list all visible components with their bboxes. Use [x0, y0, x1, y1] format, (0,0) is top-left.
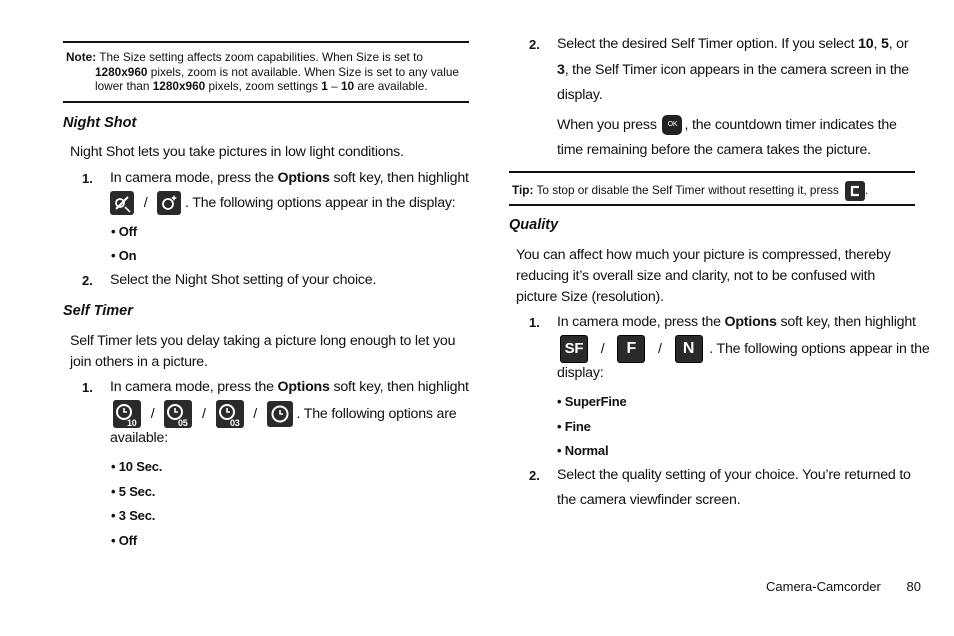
self-timer-step1-end: available:: [110, 430, 168, 446]
self-timer-intro-2: join others in a picture.: [70, 354, 208, 370]
night-shot-step2-number: 2.: [82, 273, 93, 288]
timer-value-10: 10: [858, 36, 874, 52]
tip-bottom-rule: [509, 204, 915, 206]
slash: /: [600, 340, 605, 357]
quality-heading: Quality: [509, 217, 559, 233]
step-text: . The following options appear in the: [709, 340, 930, 357]
footer-section-title: Camera-Camcorder: [766, 579, 881, 594]
step-text: soft key, then highlight: [329, 379, 469, 395]
night-shot-step1: [110, 166, 469, 191]
tip-text: To stop or disable the Self Timer without resetting it, press: [533, 183, 839, 198]
note-zoom-min: 1: [321, 79, 328, 93]
option-label: 10 Sec.: [118, 459, 163, 474]
night-shot-icons-line: [110, 191, 456, 216]
timer-05-icon-label: 05: [178, 418, 188, 428]
quality-step2-line-1: Select the quality setting of your choice. You’re returned to: [557, 467, 911, 483]
note-line-3g: are available.: [354, 79, 428, 93]
normal-icon: N: [675, 335, 703, 363]
footer: [766, 578, 921, 596]
self-timer-step1: [110, 375, 469, 400]
timer-03-icon: [216, 400, 244, 428]
timer-off-icon: [267, 401, 293, 427]
quality-step2-line-2: the camera viewfinder screen.: [557, 492, 741, 508]
option-label: On: [118, 248, 137, 263]
note-line-1: The Size setting affects zoom capabilities. When Size is set to: [99, 50, 423, 64]
tip-top-rule: [509, 171, 915, 173]
quality-intro-1: You can affect how much your picture is compressed, thereby: [516, 247, 891, 263]
note-dash: –: [327, 79, 341, 93]
slash: /: [150, 405, 155, 422]
quality-step2-number: 2.: [529, 468, 540, 483]
self-timer-option-10: • 10 Sec.: [111, 459, 163, 474]
note-box: [66, 50, 466, 94]
night-shot-option-off: • Off: [111, 224, 137, 239]
step-text: soft key, then highlight: [776, 314, 916, 330]
step-text: , or: [888, 36, 909, 52]
quality-option-superfine: • SuperFine: [557, 394, 627, 409]
timer-step2-line-3: display.: [557, 87, 603, 103]
step-text: In camera mode, press the: [110, 170, 278, 186]
options-softkey-label: Options: [277, 379, 330, 395]
option-label: Normal: [564, 443, 609, 458]
self-timer-step1-number: 1.: [82, 380, 93, 395]
night-shot-step2: Select the Night Shot setting of your choice.: [110, 272, 377, 288]
self-timer-heading: Self Timer: [63, 303, 133, 319]
timer-step2-line-1: [557, 32, 908, 57]
self-timer-option-5: • 5 Sec.: [111, 484, 156, 499]
quality-step1: [557, 310, 916, 335]
note-line-2: pixels, zoom is not available. When Size is set to any value: [147, 64, 459, 79]
timer-step2-number: 2.: [529, 37, 540, 52]
quality-intro-2: reducing it’s overall size and clarity, not to be confused with: [516, 268, 876, 284]
fine-icon: F: [617, 335, 645, 363]
note-line-3a: lower than: [95, 79, 153, 93]
note-bottom-rule: [63, 101, 469, 103]
timer-value-5: 5: [880, 36, 889, 52]
timer-value-3: 3: [557, 62, 565, 78]
quality-icons-line: [560, 335, 930, 363]
slash: /: [143, 195, 148, 211]
night-shot-intro: Night Shot lets you take pictures in low light conditions.: [70, 144, 404, 160]
self-timer-option-3: • 3 Sec.: [111, 508, 156, 523]
option-label: Fine: [564, 419, 591, 434]
tip-box: [512, 181, 912, 201]
step-text: Select the desired Self Timer option. If you select: [557, 36, 859, 52]
note-resolution: 1280x960: [95, 64, 148, 79]
option-label: Off: [118, 224, 137, 239]
option-label: SuperFine: [564, 394, 627, 409]
step-text: soft key, then highlight: [329, 170, 469, 186]
timer-step2-line-4: [557, 113, 897, 138]
option-label: Off: [118, 533, 137, 548]
night-shot-on-icon: [157, 191, 181, 215]
step-text: . The following options appear in the display:: [185, 195, 456, 211]
note-zoom-max: 10: [340, 79, 355, 93]
option-label: 5 Sec.: [118, 484, 156, 499]
step-text: ,: [873, 36, 881, 52]
self-timer-option-off: • Off: [111, 533, 137, 548]
step-text: . The following options are: [296, 405, 457, 422]
tip-end: .: [865, 183, 869, 198]
slash: /: [202, 405, 206, 422]
timer-03-icon-label: 03: [229, 418, 240, 428]
timer-10-icon-label: 10: [127, 418, 137, 428]
timer-05-icon: [164, 400, 192, 428]
tip-label: Tip:: [512, 183, 534, 198]
night-shot-off-icon: [110, 191, 134, 215]
step-text: , the countdown timer indicates the: [684, 117, 897, 133]
self-timer-icons-line: [113, 400, 456, 428]
clear-key-icon: [845, 181, 865, 201]
self-timer-intro-1: Self Timer lets you delay taking a picture long enough to let you: [70, 333, 456, 349]
step-text: , the Self Timer icon appears in the camera screen in the: [564, 62, 909, 78]
ok-key-icon: OK: [662, 115, 682, 135]
slash: /: [253, 405, 257, 422]
timer-step2-line-2: [557, 58, 909, 83]
slash: /: [658, 340, 662, 357]
note-resolution-2: 1280x960: [152, 79, 206, 93]
night-shot-step1-number: 1.: [82, 171, 93, 186]
quality-option-normal: • Normal: [557, 443, 609, 458]
note-label: Note:: [66, 50, 97, 64]
step-text: In camera mode, press the: [557, 314, 725, 330]
note-top-rule: [63, 41, 469, 43]
quality-step1-number: 1.: [529, 315, 540, 330]
night-shot-heading: Night Shot: [63, 115, 137, 131]
option-label: 3 Sec.: [118, 508, 156, 523]
step-text: In camera mode, press the: [110, 379, 278, 395]
quality-intro-3: picture Size (resolution).: [516, 289, 664, 305]
step-text: When you press: [557, 117, 657, 133]
note-line-3c: pixels, zoom settings: [205, 79, 322, 93]
options-softkey-label: Options: [724, 314, 777, 330]
options-softkey-label: Options: [277, 170, 330, 186]
timer-step2-line-5: time remaining before the camera takes the picture.: [557, 142, 871, 158]
quality-step1-end: display:: [557, 365, 604, 381]
night-shot-option-on: • On: [111, 248, 137, 263]
superfine-icon: SF: [560, 335, 588, 363]
quality-option-fine: • Fine: [557, 419, 591, 434]
page-number: 80: [906, 579, 921, 594]
timer-10-icon: [113, 400, 141, 428]
